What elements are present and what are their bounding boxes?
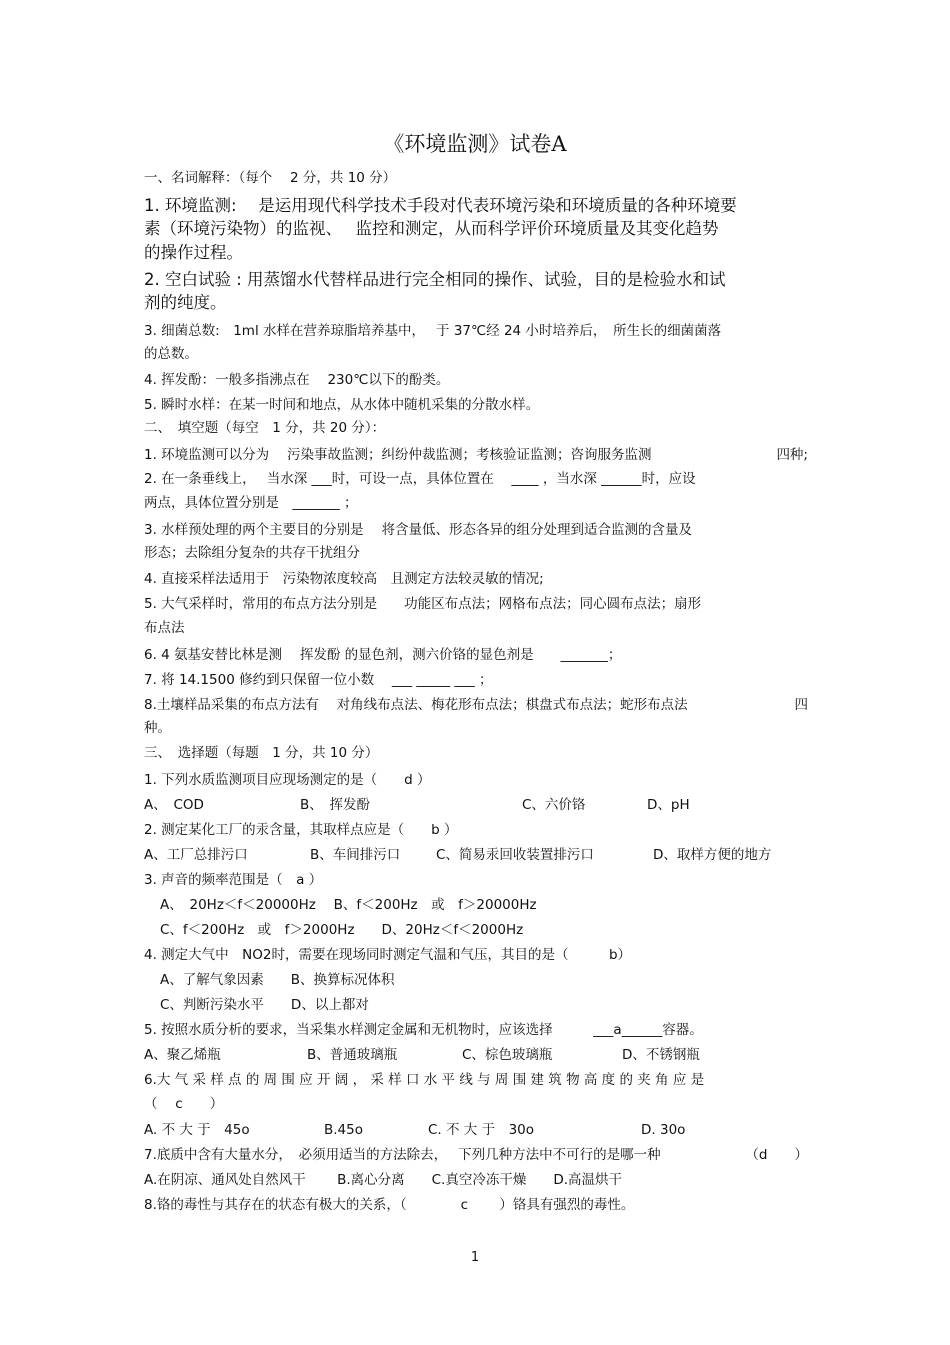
question-7-answer: （d ） — [745, 1147, 808, 1163]
q2-option-d: D、取样方便的地方 — [653, 847, 772, 863]
question-6-line1: 6.大 气 采 样 点 的 周 围 应 开 阔 ， 采 样 口 水 平 线 与 周 围 建 筑 物 高 度 的 夹 角 应 是 — [144, 1072, 705, 1088]
definition-1-line2: 素（环境污染物）的监视、 监控和测定，从而科学评价环境质量及其变化趋势 — [144, 219, 719, 238]
definition-2-line2: 剂的纯度。 — [144, 293, 227, 312]
question-5: 5. 按照水质分析的要求，当采集水样测定金属和无机物时，应该选择 ___a______容器。 — [144, 1022, 703, 1038]
page-number: 1 — [470, 1250, 480, 1265]
fill-7: 7. 将 14.1500 修约到只保留一位小数 ___ _____ ___ ； — [144, 672, 493, 688]
fill-4: 4. 直接采样法适用于 污染物浓度较高 且测定方法较灵敏的情况; — [144, 571, 544, 587]
fill-5-line2: 布点法 — [144, 620, 185, 636]
q1-option-b: B、 挥发酚 — [300, 797, 371, 813]
question-4: 4. 测定大气中 NO2时，需要在现场同时测定气温和气压，其目的是（ b） — [144, 947, 632, 963]
fill-8-end: 四 — [794, 697, 808, 713]
question-1: 1. 下列水质监测项目应现场测定的是（ d ） — [144, 772, 431, 788]
q7-options: A.在阴凉、通风处自然风干 B.离心分离 C.真空冷冻干燥 D.高温烘干 — [144, 1172, 623, 1188]
fill-8-line2: 种。 — [144, 720, 171, 736]
question-6-line2: （ c ） — [144, 1096, 224, 1112]
q2-option-a: A、工厂总排污口 — [144, 847, 248, 863]
fill-6: 6. 4 氨基安替比林是测 挥发酚 的显色剂，测六价铬的显色剂是 _______； — [144, 647, 622, 663]
q2-option-b: B、车间排污口 — [310, 847, 401, 863]
definition-3-line1: 3. 细菌总数: 1ml 水样在营养琼脂培养基中， 于 37℃经 24 小时培养后， 所生长的细菌菌落 — [144, 323, 722, 339]
q3-options-cd: C、f＜200Hz 或 f＞2000Hz D、20Hz＜f＜2000Hz — [160, 922, 524, 938]
q5-option-b: B、普通玻璃瓶 — [307, 1047, 398, 1063]
q4-options-ab: A、了解气象因素 B、换算标况体积 — [160, 972, 395, 988]
q2-option-c: C、简易汞回收装置排污口 — [436, 847, 594, 863]
question-7 — [144, 1143, 808, 1167]
page-title: 《环境监测》试卷A — [383, 132, 567, 156]
question-8: 8.铬的毒性与其存在的状态有极大的关系，（ c ）铬具有强烈的毒性。 — [144, 1197, 635, 1213]
definition-5: 5. 瞬时水样：在某一时间和地点，从水体中随机采集的分散水样。 — [144, 397, 540, 413]
fill-1 — [144, 443, 808, 467]
q6-option-c: C. 不 大 于 30o — [428, 1122, 535, 1138]
section-heading-definitions: 一、名词解释：（每个 2 分，共 10 分） — [144, 170, 397, 186]
q6-option-b: B.45o — [324, 1122, 363, 1138]
q6-option-a: A. 不 大 于 45o — [144, 1122, 250, 1138]
q1-option-d: D、pH — [647, 797, 690, 813]
definition-3-line2: 的总数。 — [144, 346, 198, 362]
q5-option-a: A、聚乙烯瓶 — [144, 1047, 221, 1063]
q6-option-d: D. 30o — [641, 1122, 686, 1138]
definition-4: 4. 挥发酚：一般多指沸点在 230℃以下的酚类。 — [144, 372, 450, 388]
fill-2-line2: 两点，具体位置分别是 _______ ； — [144, 495, 358, 511]
q5-option-d: D、不锈钢瓶 — [622, 1047, 700, 1063]
fill-8-text: 8.土壤样品采集的布点方法有 对角线布点法、梅花形布点法；棋盘式布点法；蛇形布点法 — [144, 697, 688, 713]
fill-1-text: 1. 环境监测可以分为 污染事故监测；纠纷仲裁监测；考核验证监测；咨询服务监测 — [144, 447, 652, 463]
fill-5-line1: 5. 大气采样时，常用的布点方法分别是 功能区布点法；网格布点法；同心圆布点法；扇形 — [144, 596, 702, 612]
fill-3-line2: 形态；去除组分复杂的共存干扰组分 — [144, 545, 360, 561]
definition-1-line3: 的操作过程。 — [144, 243, 243, 262]
fill-3-line1: 3. 水样预处理的两个主要目的分别是 将含量低、形态各异的组分处理到适合监测的含量及 — [144, 522, 692, 538]
q3-options-ab: A、 20Hz＜f＜20000Hz B、f＜200Hz 或 f＞20000Hz — [160, 897, 537, 913]
fill-2-line1: 2. 在一条垂线上， 当水深 ___时，可设一点，具体位置在 ____ ，当水深 ______时，应设 — [144, 471, 696, 487]
definition-1-line1: 1. 环境监测: 是运用现代科学技术手段对代表环境污染和环境质量的各种环境要 — [144, 196, 737, 215]
q5-option-c: C、棕色玻璃瓶 — [462, 1047, 553, 1063]
question-3: 3. 声音的频率范围是（ a ） — [144, 872, 323, 888]
definition-2-line1: 2. 空白试验 : 用蒸馏水代替样品进行完全相同的操作、试验，目的是检验水和试 — [144, 270, 726, 289]
section-heading-fill-in: 二、 填空题（每空 1 分，共 20 分）： — [144, 420, 386, 436]
question-7-text: 7.底质中含有大量水分， 必须用适当的方法除去， 下列几种方法中不可行的是哪一种 — [144, 1147, 661, 1163]
fill-1-end: 四种; — [776, 447, 808, 463]
q1-option-a: A、 COD — [144, 797, 204, 813]
fill-8-line1 — [144, 693, 808, 717]
q4-options-cd: C、判断污染水平 D、以上都对 — [160, 997, 369, 1013]
q1-option-c: C、六价铬 — [522, 797, 586, 813]
section-heading-choice: 三、 选择题（每题 1 分，共 10 分） — [144, 745, 379, 761]
question-2: 2. 测定某化工厂的汞含量，其取样点应是（ b ） — [144, 822, 458, 838]
